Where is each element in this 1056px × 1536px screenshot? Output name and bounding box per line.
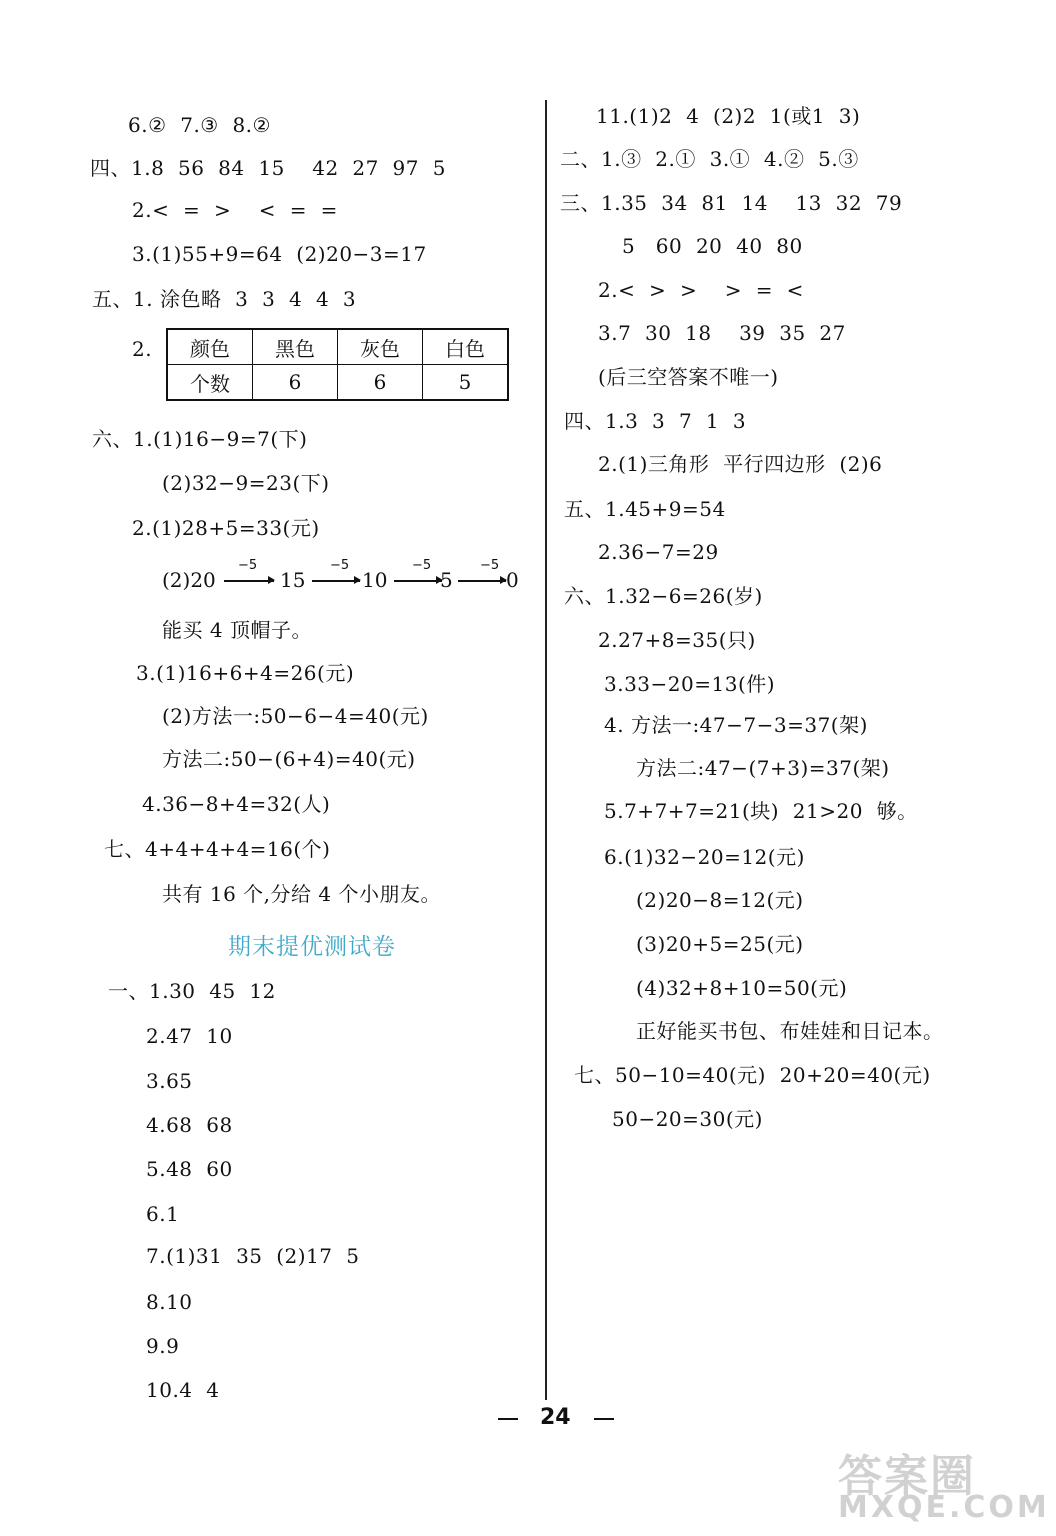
watermark-url: MXQE.COM (838, 1490, 1050, 1525)
answer-line: 方法二:50−(6+4)=40(元) (162, 747, 416, 771)
answer-line: 7.(1)31 35 (2)17 5 (146, 1244, 360, 1268)
color-count-table (166, 328, 509, 401)
answer-line: 8.10 (146, 1290, 193, 1314)
answer-line: 七、4+4+4+4=16(个) (104, 837, 331, 861)
answer-line: 2.27+8=35(只) (598, 628, 756, 652)
answer-line: 2.(1)三角形 平行四边形 (2)6 (598, 452, 883, 476)
answer-line: 能买 4 顶帽子。 (162, 618, 312, 642)
step-label: −5 (330, 558, 350, 573)
answer-line: 2.(1)28+5=33(元) (132, 516, 320, 540)
watermark-text: 答案圈 (838, 1451, 976, 1502)
table-cell: 个数 (167, 365, 253, 401)
table-cell: 6 (253, 365, 338, 401)
answer-line: 5 60 20 40 80 (622, 234, 803, 258)
answer-line: 3.7 30 18 39 35 27 (598, 321, 846, 345)
answer-line: 三、1.35 34 81 14 13 32 79 (560, 191, 903, 215)
arrow-icon (312, 580, 360, 582)
watermark-logo (838, 1440, 1050, 1530)
answer-line: 4. 方法一:47−7−3=37(架) (604, 713, 868, 737)
answer-line: 六、1.32−6=26(岁) (564, 584, 763, 608)
subtraction-chain (162, 560, 542, 600)
answer-line: 2.< = > < = = (132, 198, 338, 222)
page-number-dash (498, 1418, 518, 1420)
chain-value: 15 (280, 568, 306, 592)
answer-line: (后三空答案不唯一) (598, 365, 779, 389)
answer-line: 六、1.(1)16−9=7(下) (92, 427, 308, 451)
answer-line: 4.68 68 (146, 1113, 233, 1137)
answer-line: 10.4 4 (146, 1378, 220, 1402)
table-cell: 黑色 (253, 329, 338, 365)
table-label: 2. (132, 337, 153, 361)
step-label: −5 (412, 558, 432, 573)
answer-line: 3.33−20=13(件) (604, 672, 776, 696)
answer-line: 4.36−8+4=32(人) (142, 792, 331, 816)
answer-line: (2)方法一:50−6−4=40(元) (162, 704, 429, 728)
chain-start: (2)20 (162, 568, 216, 592)
answer-line: 3.65 (146, 1069, 193, 1093)
answer-line: (2)32−9=23(下) (162, 471, 330, 495)
chain-value: 5 (440, 568, 453, 592)
column-divider (545, 100, 547, 1400)
arrow-icon (224, 580, 274, 582)
answer-line: 五、1. 涂色略 3 3 4 4 3 (92, 287, 357, 311)
answer-line: 11.(1)2 4 (2)2 1(或1 3) (596, 104, 861, 128)
answer-line: 方法二:47−(7+3)=37(架) (636, 756, 890, 780)
answer-line: 6.② 7.③ 8.② (128, 113, 271, 137)
arrow-icon (394, 580, 442, 582)
answer-line: (4)32+8+10=50(元) (636, 976, 848, 1000)
step-label: −5 (480, 558, 500, 573)
table-row (167, 329, 508, 365)
page-number-dash (594, 1418, 614, 1420)
answer-line: 5.7+7+7=21(块) 21>20 够。 (604, 799, 918, 823)
answer-line: 四、1.3 3 7 1 3 (564, 409, 747, 433)
answer-line: 5.48 60 (146, 1157, 233, 1181)
answer-line: 6.1 (146, 1202, 180, 1226)
answer-line: 五、1.45+9=54 (564, 497, 726, 521)
page-number: 24 (540, 1405, 571, 1430)
answer-line: 3.(1)16+6+4=26(元) (136, 661, 355, 685)
answer-line: 共有 16 个,分给 4 个小朋友。 (162, 882, 441, 906)
table-cell: 6 (338, 365, 423, 401)
answer-line: 七、50−10=40(元) 20+20=40(元) (574, 1063, 931, 1087)
answer-line: (2)20−8=12(元) (636, 888, 804, 912)
answer-line: 9.9 (146, 1334, 180, 1358)
answer-line: 一、1.30 45 12 (108, 979, 276, 1003)
step-label: −5 (238, 558, 258, 573)
section-title: 期末提优测试卷 (228, 934, 396, 960)
answer-line: 6.(1)32−20=12(元) (604, 845, 805, 869)
answer-line: 2.< > > > = < (598, 278, 804, 302)
table-cell: 灰色 (338, 329, 423, 365)
table-cell: 白色 (423, 329, 509, 365)
table-row (167, 365, 508, 401)
arrow-icon (458, 580, 506, 582)
answer-line: 3.(1)55+9=64 (2)20−3=17 (132, 242, 427, 266)
answer-line: 正好能买书包、布娃娃和日记本。 (636, 1019, 944, 1043)
answer-line: 2.36−7=29 (598, 540, 719, 564)
answer-line: 四、1.8 56 84 15 42 27 97 5 (90, 156, 446, 180)
answer-line: 50−20=30(元) (612, 1107, 763, 1131)
table-cell: 5 (423, 365, 509, 401)
answer-line: 二、1.③ 2.① 3.① 4.② 5.③ (560, 147, 859, 171)
answer-line: 2.47 10 (146, 1024, 233, 1048)
table-cell: 颜色 (167, 329, 253, 365)
chain-value: 0 (506, 568, 519, 592)
answer-line: (3)20+5=25(元) (636, 932, 804, 956)
chain-value: 10 (362, 568, 388, 592)
